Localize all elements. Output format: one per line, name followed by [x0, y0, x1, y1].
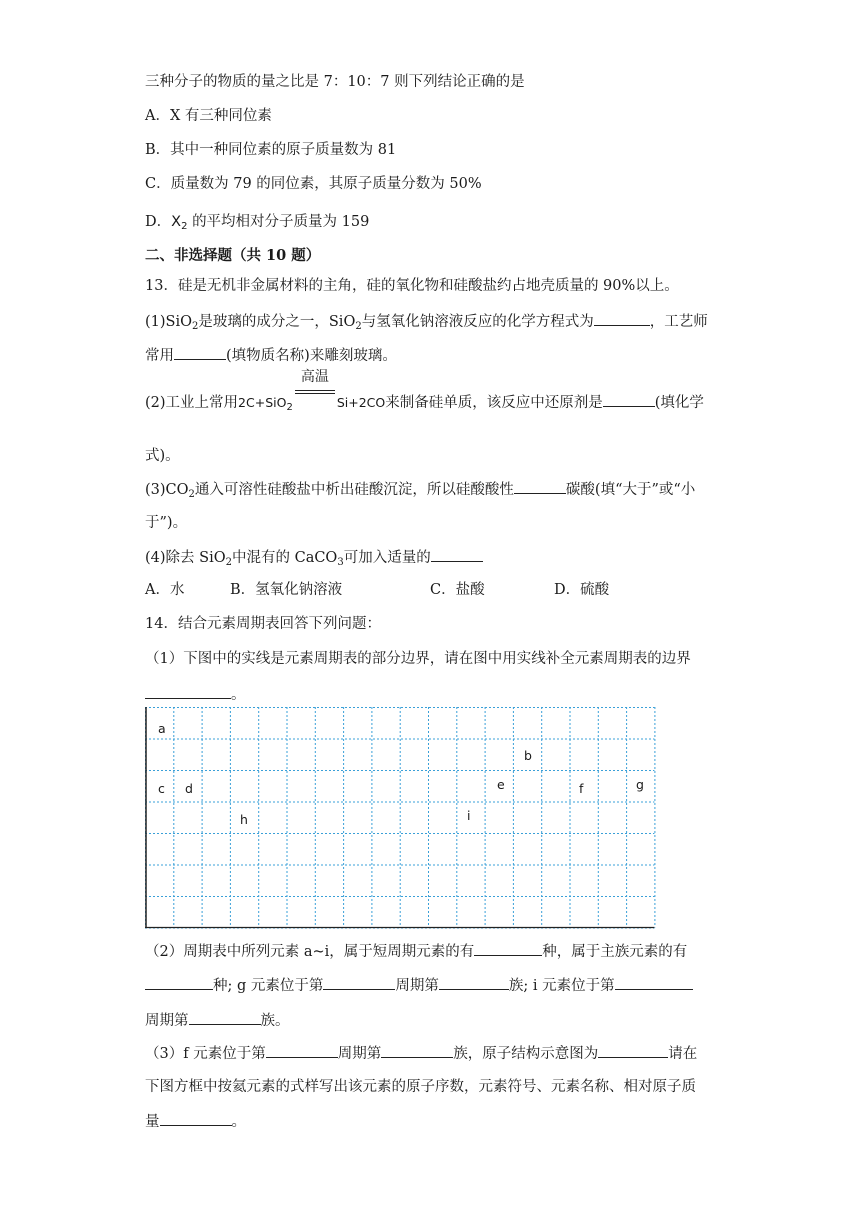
q14-p1-line1: （1）下图中的实线是元素周期表的部分边界，请在图中用实线补全元素周期表的边界 — [145, 651, 691, 667]
option-d[interactable]: D．硫酸 — [554, 582, 610, 598]
q14-p3-line3: 量 。 — [145, 1111, 246, 1132]
answer-blank[interactable] — [615, 975, 693, 990]
element-label-i: i — [467, 808, 471, 823]
section-title: 二、非选择题（共 10 题） — [145, 247, 321, 264]
x2-formula: $X_2$ — [171, 214, 188, 232]
q12-stem-end: 三种分子的物质的量之比是 7：10：7 则下列结论正确的是 — [145, 74, 525, 90]
reaction-equation: 2C+SiO$_2$ 高温 Si+2CO — [238, 369, 386, 413]
q13-p1-line1: (1)SiO$_2$是玻璃的成分之一，SiO$_2$与氢氧化钠溶液反应的化学方程式为 ，工艺师 — [145, 311, 708, 332]
q13-p2-line1: (2)工业上常用2C+SiO$_2$ 高温 Si+2CO来制备硅单质，该反应中还原剂是 (填化学 — [145, 369, 704, 413]
q13-p2-line2: 式)。 — [145, 448, 180, 464]
element-label-h: h — [240, 812, 248, 827]
q12-option-c: C．质量数为 79 的同位素，其原子质量分数为 50% — [145, 176, 482, 192]
option-b[interactable]: B．氢氧化钠溶液 — [230, 582, 343, 598]
answer-blank[interactable] — [431, 547, 483, 562]
element-label-f: f — [579, 781, 584, 796]
q13-p3-line1: $(3)CO_2$通入可溶性硅酸盐中析出硅酸沉淀，所以硅酸酸性 碳酸(填“大于”或“小 — [145, 479, 695, 500]
q12-option-d: D．$X_2$ 的平均相对分子质量为 159 — [145, 214, 370, 232]
q14-p2-line2: 种; g 元素位于第 周期第 族; i 元素位于第 — [145, 975, 693, 996]
q13-p4-options — [145, 580, 609, 600]
answer-blank[interactable] — [323, 975, 395, 990]
answer-blank[interactable] — [145, 975, 213, 990]
element-label-b: b — [524, 748, 532, 763]
answer-blank[interactable] — [598, 1043, 668, 1058]
answer-blank[interactable] — [174, 345, 226, 360]
answer-blank[interactable] — [266, 1043, 338, 1058]
q14-p2-line3: 周期第 族。 — [145, 1010, 290, 1031]
element-label-d: d — [185, 781, 193, 796]
q14-stem: 14．结合元素周期表回答下列问题： — [145, 616, 381, 632]
option-c[interactable]: C．盐酸 — [430, 582, 485, 598]
answer-blank[interactable] — [145, 684, 231, 699]
grid-lines — [145, 707, 657, 931]
periodic-table-grid[interactable] — [145, 707, 655, 929]
element-label-a: a — [158, 721, 166, 736]
answer-blank[interactable] — [474, 941, 542, 956]
q13-p4: (4)除去 SiO$_2$中混有的 CaCO$_3$可加入适量的 — [145, 547, 483, 568]
q14-p3-line1: （3）f 元素位于第 周期第 族，原子结构示意图为 请在 — [145, 1043, 697, 1064]
answer-blank[interactable] — [514, 479, 566, 494]
q13-p1-line2: 常用 (填物质名称)来雕刻玻璃。 — [145, 345, 397, 366]
q14-p3-line2: 下图方框中按氦元素的式样写出该元素的原子序数，元素符号、元素名称、相对原子质 — [145, 1079, 696, 1095]
option-a[interactable]: A．水 — [145, 582, 185, 598]
element-label-c: c — [158, 781, 165, 796]
answer-blank[interactable] — [381, 1043, 453, 1058]
element-label-e: e — [497, 777, 505, 792]
answer-blank[interactable] — [160, 1111, 232, 1126]
q12-option-b: B．其中一种同位素的原子质量数为 81 — [145, 142, 397, 158]
answer-blank[interactable] — [189, 1010, 261, 1025]
q14-p1-line2: 。 — [145, 684, 246, 705]
answer-blank[interactable] — [439, 975, 509, 990]
element-label-g: g — [636, 777, 644, 792]
q14-p2-line1: （2）周期表中所列元素 a~i，属于短周期元素的有 种，属于主族元素的有 — [145, 941, 687, 962]
q13-p3-line2: 于”)。 — [145, 515, 188, 531]
q12-option-a: A．X 有三种同位素 — [145, 108, 272, 124]
q13-stem: 13．硅是无机非金属材料的主角，硅的氧化物和硅酸盐约占地壳质量的 90%以上。 — [145, 278, 679, 294]
answer-blank[interactable] — [594, 311, 650, 326]
answer-blank[interactable] — [603, 392, 655, 407]
